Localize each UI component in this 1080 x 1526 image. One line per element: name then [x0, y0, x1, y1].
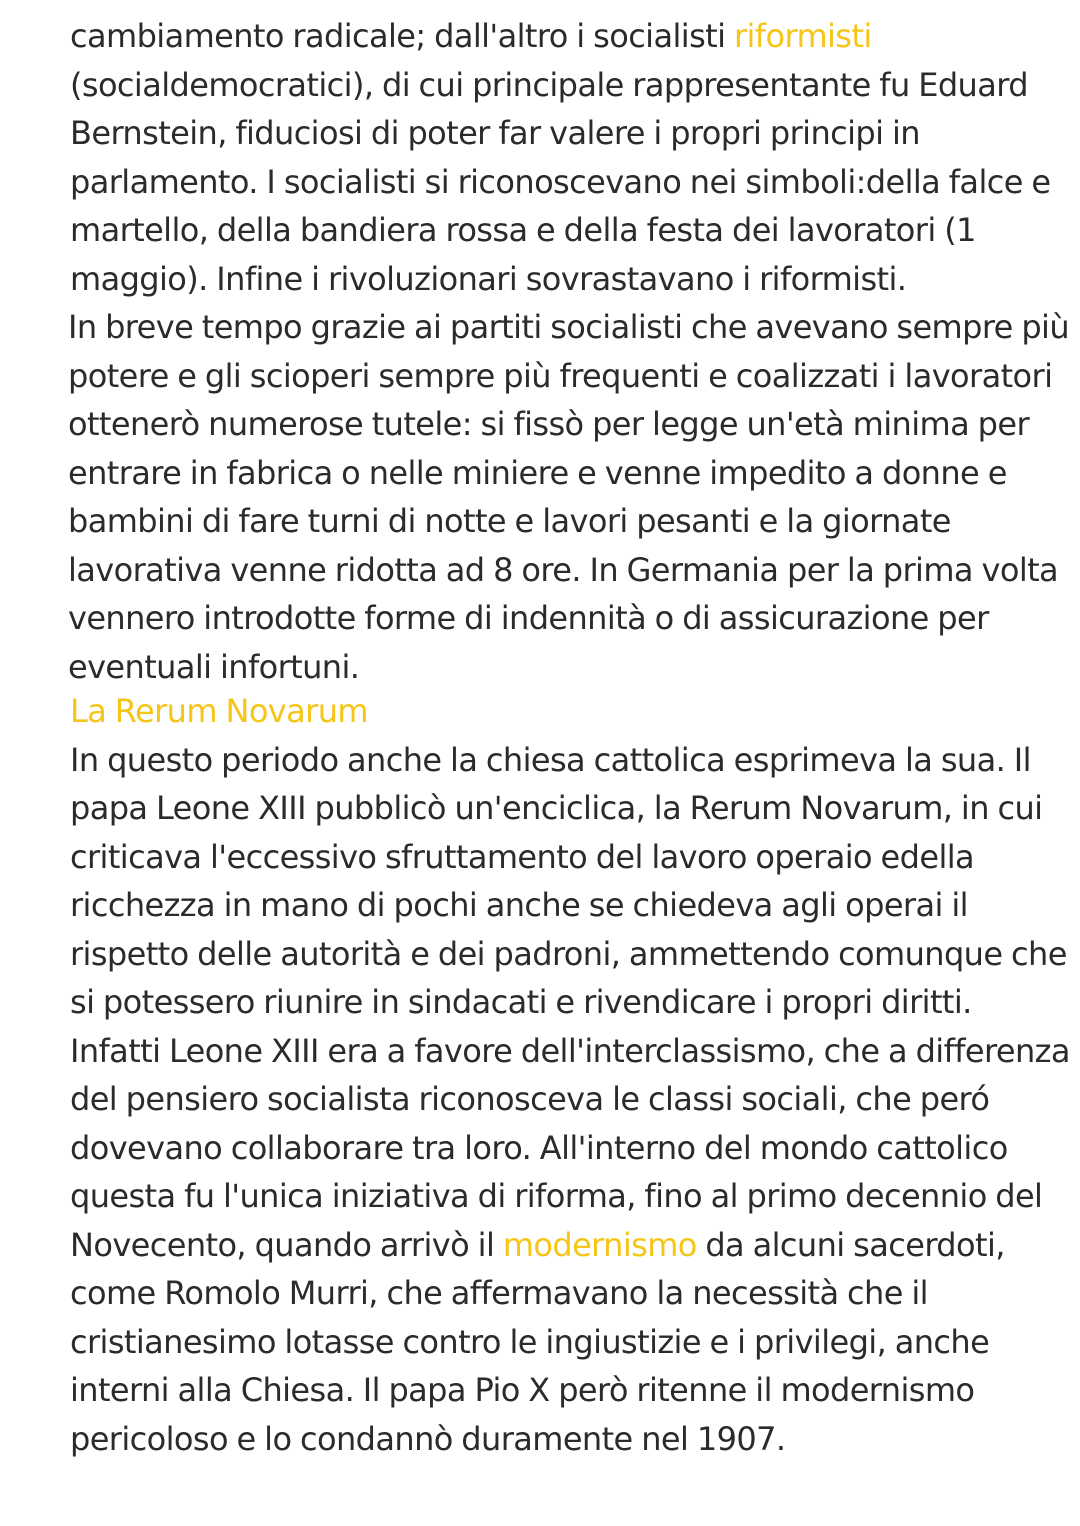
highlight-modernismo: modernismo — [502, 1225, 697, 1264]
paragraph-text: In breve tempo grazie ai partiti socialisti che avevano sempre più potere e gli scioperi sempre più frequenti e coalizzati i lavoratori ottenerò numerose tutele: si fissò per legge un'età minima per entrare in fabrica o nelle miniere e venne impedito a donne e bambini di fare turni di notte e lavori pesanti e la giornate lavorativa venne ridotta ad 8 ore. In Germania per la prima volta vennero introdotte forme di indennità o di assicurazione per eventuali infortuni. — [68, 308, 1070, 686]
section-heading-rerum-novarum: La Rerum Novarum — [70, 692, 368, 730]
paragraph-text: da alcuni sacerdoti, come Romolo Murri, che affermavano la necessità che il cristianesimo lotasse contro le ingiustizie e i privilegi, anche interni alla Chiesa. Il papa Pio X però ritenne il modernismo pericoloso e lo condannò duramente nel 1907. — [70, 1225, 1005, 1458]
paragraph-worker-protections — [68, 303, 1070, 691]
highlight-riformisti: riformisti — [733, 17, 872, 55]
paragraph-text: In questo periodo anche la chiesa cattolica esprimeva la sua. Il papa Leone XIII pubblicò un'enciclica, la Rerum Novarum, in cui criticava l'eccessivo sfruttamento del lavoro operaio edella ricchezza in mano di pochi anche se chiedeva agli operai il rispetto delle autorità e dei padroni, ammettendo comunque che si potessero riunire in sindacati e rivendicare i propri diritti. Infatti Leone XIII era a favore dell'interclassismo, che a differenza del pensiero socialista riconosceva le classi sociali, che peró dovevano collaborare tra loro. All'interno del mondo cattolico questa fu l'unica iniziativa di riforma, fino al primo decennio del Novecento, quando arrivò il — [70, 740, 1070, 1264]
paragraph-catholic-church — [70, 736, 1070, 1464]
paragraph-socialists — [70, 12, 1070, 303]
paragraph-text: cambiamento radicale; dall'altro i socialisti — [70, 17, 734, 55]
document-body — [70, 12, 1070, 1463]
paragraph-text: (socialdemocratici), di cui principale rappresentante fu Eduard Bernstein, fiduciosi di poter far valere i propri principi in parlamento. I socialisti si riconoscevano nei simboli:della falce e martello, della bandiera rossa e della festa dei lavoratori (1 maggio). Infine i rivoluzionari sovrastavano i riformisti. — [70, 65, 1051, 298]
